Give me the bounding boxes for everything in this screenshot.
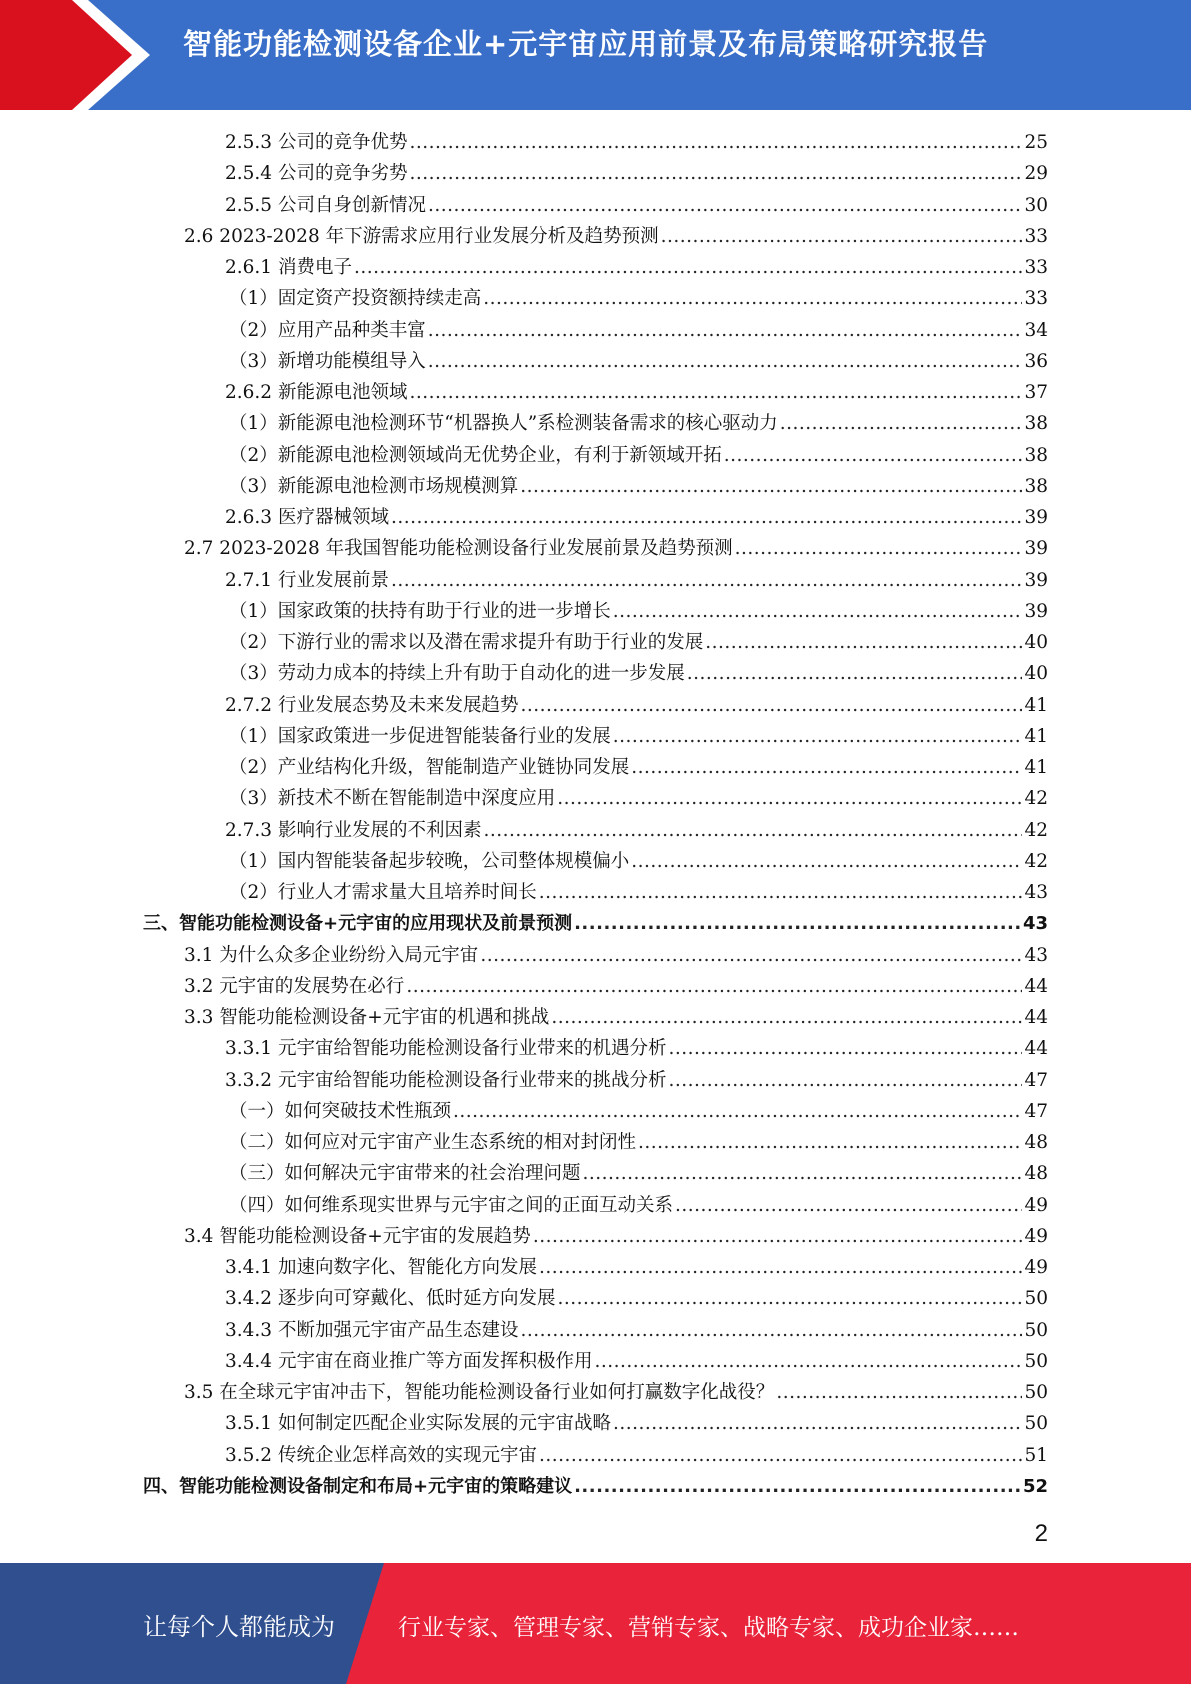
- toc-entry-page: 38: [1024, 413, 1048, 435]
- toc-leader-dots: [391, 503, 1022, 533]
- toc-leader-dots: [391, 566, 1022, 596]
- toc-entry-page: 43: [1022, 913, 1048, 935]
- toc-leader-dots: [594, 1347, 1022, 1377]
- toc-leader-dots: [406, 972, 1022, 1002]
- toc-entry[interactable]: [225, 253, 1048, 283]
- toc-entry-page: 43: [1024, 882, 1048, 903]
- toc-entry-page: 42: [1024, 850, 1048, 872]
- toc-entry-page: 43: [1024, 944, 1048, 966]
- page-header: [0, 0, 1191, 110]
- toc-entry-label: （2）产业结构化升级，智能制造产业链协同发展: [229, 757, 630, 778]
- toc-entry-label: （2）应用产品种类丰富: [229, 319, 426, 341]
- toc-entry-page: 41: [1024, 725, 1048, 747]
- toc-leader-dots: [483, 284, 1022, 314]
- toc-entry-label: （3）新能源电池检测市场规模测算: [229, 475, 519, 497]
- toc-leader-dots: [520, 691, 1022, 721]
- toc-entry-label: 3.1 为什么众多企业纷纷入局元宇宙: [184, 944, 479, 966]
- toc-entry-page: 33: [1024, 225, 1048, 247]
- toc-entry-label: 2.5.5 公司自身创新情况: [225, 194, 426, 216]
- toc-entry[interactable]: [229, 753, 1048, 783]
- toc-entry[interactable]: [143, 909, 1048, 939]
- toc-entry[interactable]: [225, 566, 1048, 596]
- toc-entry-label: 2.7.2 行业发展态势及未来发展趋势: [225, 694, 519, 716]
- toc-leader-dots: [613, 722, 1023, 752]
- toc-entry-page: 40: [1024, 632, 1048, 653]
- toc-entry-page: 47: [1024, 1100, 1048, 1122]
- toc-leader-dots: [687, 659, 1023, 689]
- toc-entry-page: 33: [1024, 257, 1048, 278]
- page-number: 2: [1034, 1520, 1048, 1547]
- toc-leader-dots: [668, 1034, 1022, 1064]
- toc-entry-label: 2.6.1 消费电子: [225, 257, 352, 278]
- toc-entry-label: 2.5.3 公司的竞争优势: [225, 132, 408, 153]
- toc-entry-label: 2.7 2023-2028 年我国智能功能检测设备行业发展前景及趋势预测: [184, 538, 733, 560]
- toc-entry-label: 3.5.1 如何制定匹配企业实际发展的元宇宙战略: [225, 1413, 611, 1435]
- toc-leader-dots: [551, 1003, 1022, 1033]
- toc-entry[interactable]: [225, 1347, 1048, 1377]
- toc-entry-page: 41: [1024, 757, 1048, 778]
- toc-entry[interactable]: [225, 816, 1048, 846]
- toc-entry[interactable]: [225, 1253, 1048, 1283]
- toc-entry[interactable]: [229, 597, 1048, 627]
- toc-entry[interactable]: [229, 722, 1048, 752]
- toc-entry-label: 3.4.3 不断加强元宇宙产品生态建设: [225, 1319, 519, 1341]
- toc-entry[interactable]: [229, 628, 1048, 658]
- toc-entry-page: 37: [1024, 382, 1048, 403]
- toc-leader-dots: [675, 1191, 1022, 1221]
- toc-entry-page: 50: [1024, 1288, 1048, 1310]
- toc-leader-dots: [520, 472, 1022, 502]
- toc-leader-dots: [724, 441, 1023, 471]
- toc-entry-page: 44: [1024, 1038, 1048, 1060]
- toc-entry[interactable]: [184, 941, 1048, 971]
- toc-entry[interactable]: [225, 378, 1048, 408]
- toc-entry-label: 3.2 元宇宙的发展势在必行: [184, 975, 405, 997]
- toc-leader-dots: [780, 409, 1023, 439]
- toc-entry-label: 2.5.4 公司的竞争劣势: [225, 163, 408, 185]
- toc-entry-page: 38: [1024, 444, 1048, 466]
- toc-leader-dots: [735, 534, 1023, 564]
- toc-leader-dots: [533, 1222, 1023, 1252]
- toc-entry-page: 44: [1024, 1007, 1048, 1028]
- toc-entry-label: 3.4.4 元宇宙在商业推广等方面发挥积极作用: [225, 1350, 593, 1372]
- toc-entry-label: 3.3.1 元宇宙给智能功能检测设备行业带来的机遇分析: [225, 1038, 667, 1060]
- toc-entry-page: 49: [1024, 1194, 1048, 1216]
- toc-entry[interactable]: [229, 1097, 1048, 1127]
- toc-leader-dots: [539, 1441, 1022, 1471]
- toc-entry-page: 34: [1024, 319, 1048, 341]
- toc-entry[interactable]: [225, 159, 1048, 189]
- toc-entry[interactable]: [225, 503, 1048, 533]
- toc-entry-page: 50: [1024, 1319, 1048, 1341]
- toc-entry-label: （1）新能源电池检测环节“机器换人”系检测装备需求的核心驱动力: [229, 413, 778, 435]
- report-title: 智能功能检测设备企业+元宇宙应用前景及布局策略研究报告: [183, 27, 989, 61]
- toc-entry-label: 3.4.1 加速向数字化、智能化方向发展: [225, 1257, 537, 1278]
- toc-entry[interactable]: [225, 1066, 1048, 1096]
- toc-entry-page: 50: [1024, 1382, 1048, 1403]
- toc-entry-page: 42: [1024, 788, 1048, 810]
- toc-entry[interactable]: [229, 1128, 1048, 1158]
- toc-leader-dots: [354, 253, 1023, 283]
- toc-leader-dots: [539, 1253, 1022, 1283]
- toc-entry-label: 3.4.2 逐步向可穿戴化、低时延方向发展: [225, 1288, 556, 1310]
- toc-entry[interactable]: [229, 316, 1048, 346]
- toc-entry-label: 四、智能功能检测设备制定和布局+元宇宙的策略建议: [143, 1475, 573, 1497]
- toc-entry-page: 29: [1024, 163, 1048, 185]
- toc-entry[interactable]: [184, 534, 1048, 564]
- toc-entry-page: 40: [1024, 663, 1048, 685]
- toc-entry-label: （3）新技术不断在智能制造中深度应用: [229, 788, 556, 810]
- toc-leader-dots: [631, 847, 1022, 877]
- toc-entry[interactable]: [229, 441, 1048, 471]
- toc-leader-dots: [574, 909, 1021, 939]
- toc-leader-dots: [539, 878, 1023, 908]
- toc-entry-page: 41: [1024, 694, 1048, 716]
- toc-entry-label: 3.3 智能功能检测设备+元宇宙的机遇和挑战: [184, 1007, 550, 1028]
- toc-entry-label: 2.7.3 影响行业发展的不利因素: [225, 819, 482, 841]
- toc-entry-page: 36: [1024, 350, 1048, 372]
- toc-leader-dots: [613, 597, 1023, 627]
- toc-leader-dots: [668, 1066, 1022, 1096]
- toc-entry[interactable]: [225, 1034, 1048, 1064]
- toc-leader-dots: [483, 816, 1022, 846]
- toc-entry[interactable]: [229, 409, 1048, 439]
- toc-entry-page: 48: [1024, 1132, 1048, 1153]
- toc-leader-dots: [574, 1472, 1021, 1502]
- toc-entry-page: 39: [1024, 507, 1048, 528]
- toc-entry-label: （2）行业人才需求量大且培养时间长: [229, 882, 537, 903]
- toc-entry-page: 39: [1024, 569, 1048, 591]
- toc-entry[interactable]: [229, 1191, 1048, 1221]
- toc-leader-dots: [453, 1097, 1022, 1127]
- toc-leader-dots: [705, 628, 1022, 658]
- toc-entry[interactable]: [225, 191, 1048, 221]
- header-chevron-icon: [0, 0, 150, 110]
- toc-entry-label: （1）国内智能装备起步较晚，公司整体规模偏小: [229, 850, 630, 872]
- toc-entry-page: 47: [1024, 1069, 1048, 1091]
- toc-entry[interactable]: [229, 878, 1048, 908]
- toc-leader-dots: [409, 378, 1022, 408]
- toc-leader-dots: [428, 316, 1023, 346]
- toc-entry-page: 49: [1024, 1225, 1048, 1247]
- page-footer: [0, 1563, 1191, 1684]
- footer-slogan-left: 让每个人都能成为: [143, 1613, 335, 1641]
- toc-entry-label: （1）国家政策进一步促进智能装备行业的发展: [229, 725, 611, 747]
- toc-entry-label: 2.7.1 行业发展前景: [225, 569, 389, 591]
- toc-entry-label: 3.5.2 传统企业怎样高效的实现元宇宙: [225, 1444, 537, 1466]
- toc-entry-label: 3.5 在全球元宇宙冲击下，智能功能检测设备行业如何打赢数字化战役？: [184, 1382, 775, 1403]
- toc-entry-page: 50: [1024, 1413, 1048, 1435]
- toc-entry[interactable]: [225, 1284, 1048, 1314]
- toc-entry-label: 2.6.2 新能源电池领域: [225, 382, 408, 403]
- toc-entry[interactable]: [229, 847, 1048, 877]
- toc-entry-label: （2）新能源电池检测领域尚无优势企业，有利于新领域开拓: [229, 444, 722, 466]
- toc-leader-dots: [583, 1159, 1023, 1189]
- toc-entry-label: 2.6 2023-2028 年下游需求应用行业发展分析及趋势预测: [184, 225, 659, 247]
- toc-entry[interactable]: [143, 1472, 1048, 1502]
- toc-entry-label: 3.3.2 元宇宙给智能功能检测设备行业带来的挑战分析: [225, 1069, 667, 1091]
- toc-leader-dots: [631, 753, 1022, 783]
- toc-entry[interactable]: [229, 784, 1048, 814]
- toc-entry-page: 44: [1024, 975, 1048, 997]
- toc-entry-label: （四）如何维系现实世界与元宇宙之间的正面互动关系: [229, 1194, 674, 1216]
- toc-entry-page: 50: [1024, 1350, 1048, 1372]
- toc-entry[interactable]: [229, 659, 1048, 689]
- toc-entry[interactable]: [184, 222, 1048, 252]
- toc-leader-dots: [409, 159, 1022, 189]
- toc-entry-label: （二）如何应对元宇宙产业生态系统的相对封闭性: [229, 1132, 637, 1153]
- toc-leader-dots: [776, 1378, 1022, 1408]
- toc-leader-dots: [480, 941, 1022, 971]
- toc-entry-label: （1）固定资产投资额持续走高: [229, 288, 482, 310]
- toc-leader-dots: [557, 784, 1022, 814]
- toc-leader-dots: [557, 1284, 1022, 1314]
- toc-entry-page: 49: [1024, 1257, 1048, 1278]
- toc-entry-page: 38: [1024, 475, 1048, 497]
- toc-entry-label: （1）国家政策的扶持有助于行业的进一步增长: [229, 600, 611, 622]
- toc-entry-label: （一）如何突破技术性瓶颈: [229, 1100, 452, 1122]
- toc-entry-page: 51: [1024, 1444, 1048, 1466]
- toc-entry-label: （3）劳动力成本的持续上升有助于自动化的进一步发展: [229, 663, 685, 685]
- toc-entry-page: 25: [1024, 132, 1048, 153]
- toc-entry-page: 42: [1024, 819, 1048, 841]
- toc-entry-page: 33: [1024, 288, 1048, 310]
- toc-entry[interactable]: [229, 347, 1048, 377]
- toc-entry[interactable]: [225, 128, 1048, 158]
- toc-leader-dots: [638, 1128, 1022, 1158]
- toc-entry-label: （3）新增功能模组导入: [229, 350, 426, 372]
- toc-entry[interactable]: [184, 1003, 1048, 1033]
- toc-entry[interactable]: [229, 1159, 1048, 1189]
- toc-entry-page: 39: [1024, 538, 1048, 560]
- toc-entry-label: 三、智能功能检测设备+元宇宙的应用现状及前景预测: [143, 913, 573, 935]
- toc-entry-label: （2）下游行业的需求以及潜在需求提升有助于行业的发展: [229, 632, 704, 653]
- toc-entry[interactable]: [229, 472, 1048, 502]
- toc-entry-label: 3.4 智能功能检测设备+元宇宙的发展趋势: [184, 1225, 531, 1247]
- toc-entry[interactable]: [225, 1316, 1048, 1346]
- toc-entry-page: 30: [1024, 194, 1048, 216]
- toc-leader-dots: [409, 128, 1022, 158]
- footer-slogan-right: 行业专家、管理专家、营销专家、战略专家、成功企业家……: [398, 1615, 1019, 1641]
- toc-entry[interactable]: [225, 1409, 1048, 1439]
- toc-entry-page: 52: [1022, 1475, 1048, 1497]
- toc-entry[interactable]: [229, 284, 1048, 314]
- toc-leader-dots: [661, 222, 1023, 252]
- toc-entry[interactable]: [225, 691, 1048, 721]
- toc-leader-dots: [520, 1316, 1022, 1346]
- toc-entry[interactable]: [184, 1378, 1048, 1408]
- toc-leader-dots: [428, 347, 1023, 377]
- toc-entry[interactable]: [184, 972, 1048, 1002]
- toc-entry-label: （三）如何解决元宇宙带来的社会治理问题: [229, 1163, 581, 1185]
- toc-entry[interactable]: [225, 1441, 1048, 1471]
- toc-entry-page: 39: [1024, 600, 1048, 622]
- toc-leader-dots: [613, 1409, 1022, 1439]
- toc-leader-dots: [428, 191, 1022, 221]
- toc-entry-page: 48: [1024, 1163, 1048, 1185]
- toc-entry[interactable]: [184, 1222, 1048, 1252]
- toc-entry-label: 2.6.3 医疗器械领域: [225, 507, 389, 528]
